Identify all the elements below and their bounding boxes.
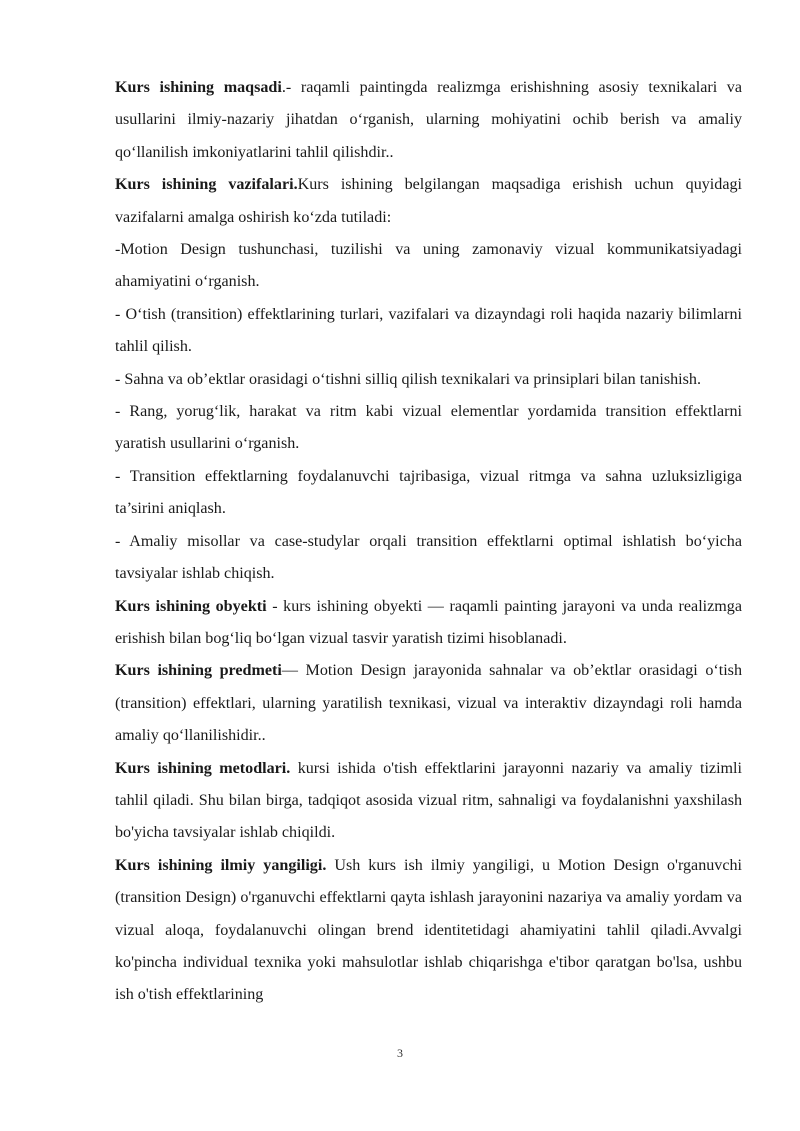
task-text: -Motion Design tushunchasi, tuzilishi va uning zamonaviy vizual kommunikatsiyadagi ahamiyatini o‘rganish. (115, 241, 742, 291)
document-body (115, 72, 742, 1012)
list-item-task (115, 364, 742, 396)
paragraph-ilmiy-yangiligi (115, 850, 742, 1012)
heading-predmeti: Kurs ishining predmeti (115, 662, 282, 680)
page-number: 3 (397, 1046, 403, 1060)
list-item-task (115, 299, 742, 364)
heading-maqsadi: Kurs ishining maqsadi (115, 79, 282, 96)
heading-ilmiy-yangiligi: Kurs ishining ilmiy yangiligi. (115, 856, 327, 874)
text-maqsadi: .- raqamli paintingda realizmga erishishning asosiy texnikalari va usullarini ilmiy-nazariy jihatdan o‘rganish, ularning mohiyatini ochib berish va amaliy qo‘llanilish imkoniyatlarini tahlil qilishdir.. (115, 79, 742, 161)
heading-vazifalari: Kurs ishining vazifalari. (115, 176, 298, 194)
list-item-task (115, 396, 742, 461)
text-ilmiy-yangiligi: Ush kurs ish ilmiy yangiligi, u Motion Design o'rganuvchi (transition Design) o'rganuvchi effektlarni qayta ishlash jarayonini nazariya va amaliy yordam va vizual aloqa, foydalanuvchi olingan brend identitetidagi ahamiyatini tahlil qiladi.Avvalgi ko'pincha individual texnika yoki mahsulotlar ishlab chiqarishga e'tibor qaratgan bo'lsa, ushbu ish o'tish effektlarining (115, 856, 743, 1004)
paragraph-obyekti (115, 591, 742, 656)
list-item-task (115, 526, 742, 591)
text-obyekti: - kurs ishining obyekti — raqamli painting jarayoni va unda realizmga erishish bilan bog‘liq bo‘lgan vizual tasvir yaratish tizimi hisoblanadi. (115, 597, 742, 647)
paragraph-metodlari (115, 753, 742, 850)
heading-metodlari: Kurs ishining metodlari. (115, 759, 291, 777)
text-predmeti: — Motion Design jarayonida sahnalar va ob’ektlar orasidagi o‘tish (transition) effektlari, ularning yaratilish texnikasi, vizual va interaktiv dizayndagi roli hamda amaliy qo‘llanilishidir.. (115, 662, 742, 745)
text-metodlari: kursi ishida o'tish effektlarini jarayonni nazariy va amaliy tizimli tahlil qiladi. Shu bilan birga, tadqiqot asosida vizual ritm, sahnaligi va foydalanishni yaxshilash bo'yicha tavsiyalar ishlab chiqildi. (115, 759, 743, 842)
task-text: - Rang, yorug‘lik, harakat va ritm kabi vizual elementlar yordamida transition effektlarni yaratish usullarini o‘rganish. (115, 403, 742, 453)
task-text: - Sahna va ob’ektlar orasidagi o‘tishni silliq qilish texnikalari va prinsiplari bilan tanishish. (115, 370, 701, 388)
paragraph-predmeti (115, 655, 742, 752)
paragraph-maqsadi (115, 72, 742, 169)
text-vazifalari: Kurs ishining belgilangan maqsadiga erishish uchun quyidagi vazifalarni amalga oshirish ko‘zda tutiladi: (115, 176, 742, 226)
list-item-task (115, 234, 742, 299)
task-text: - O‘tish (transition) effektlarining turlari, vazifalari va dizayndagi roli haqida nazariy bilimlarni tahlil qilish. (115, 305, 742, 356)
heading-obyekti: Kurs ishining obyekti (115, 597, 267, 615)
task-text: - Amaliy misollar va case-studylar orqali transition effektlarni optimal ishlatish bo‘yicha tavsiyalar ishlab chiqish. (115, 532, 742, 583)
list-item-task (115, 461, 742, 526)
paragraph-vazifalari (115, 169, 742, 234)
task-text: - Transition effektlarning foydalanuvchi tajribasiga, vizual ritmga va sahna uzluksizligiga ta’sirini aniqlash. (115, 467, 742, 518)
